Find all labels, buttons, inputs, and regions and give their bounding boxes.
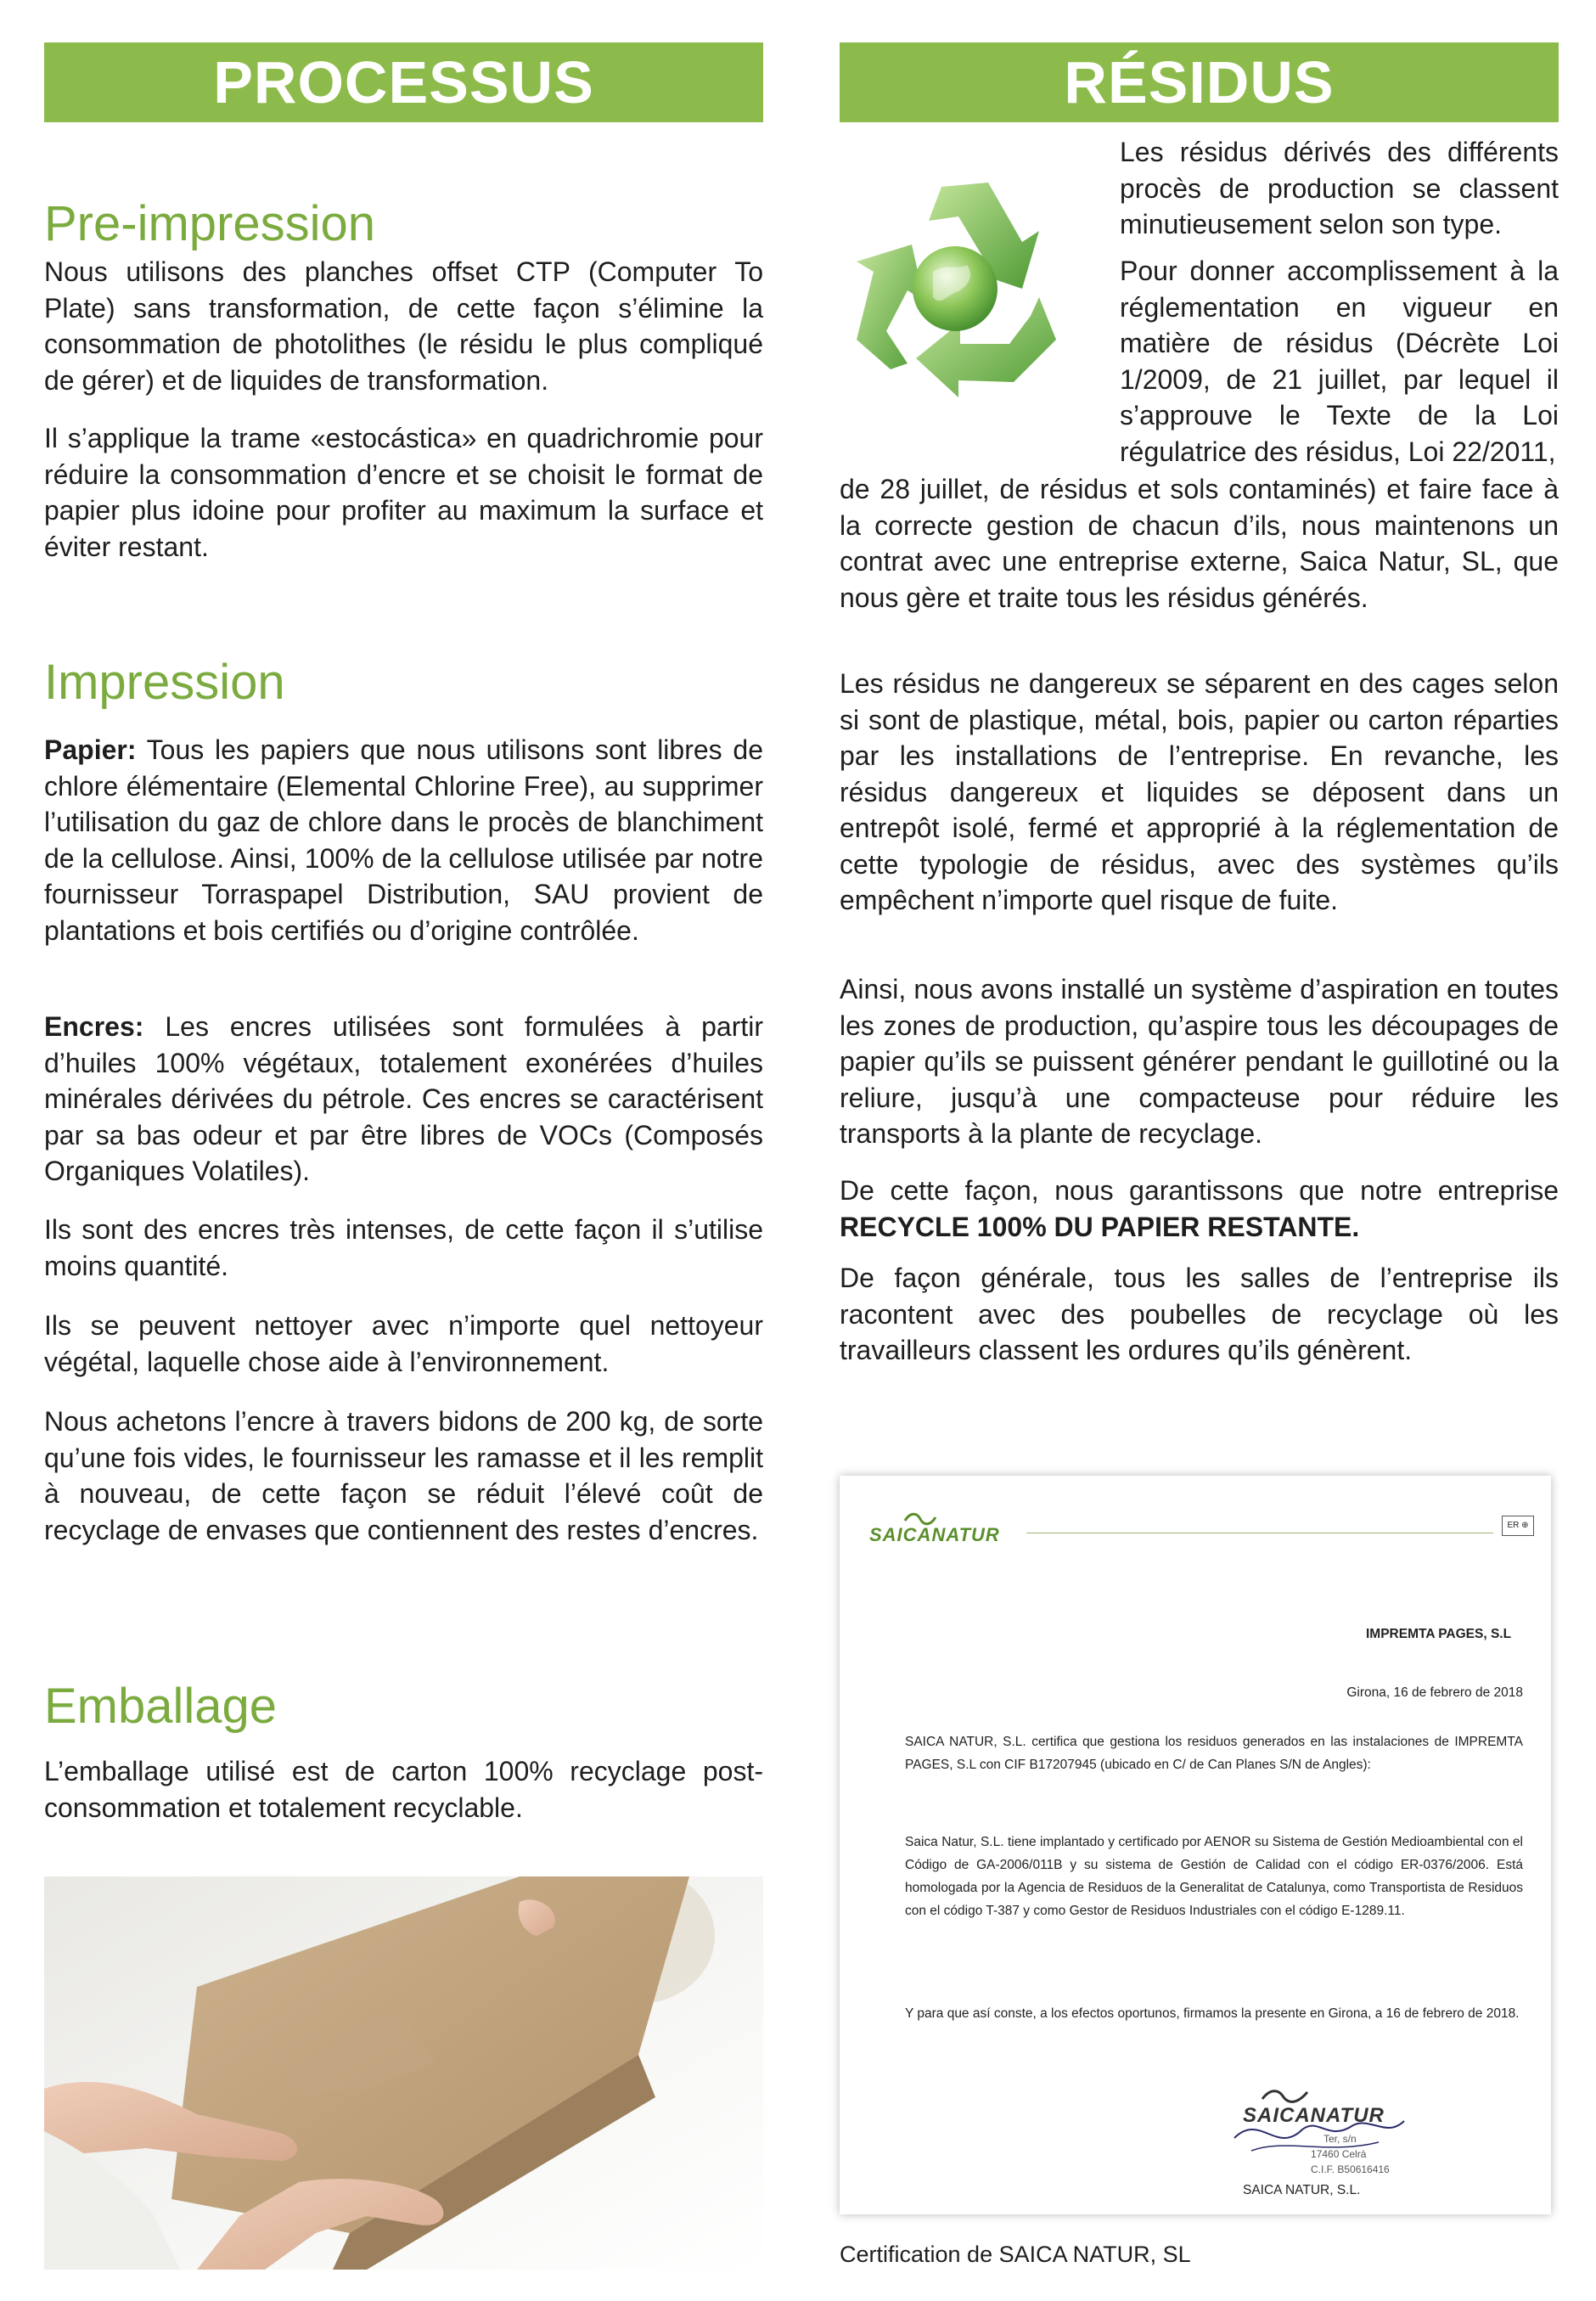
residus-paragraph-6: De façon générale, tous les salles de l’entreprise ils racontent avec des poubelles de recyclage où les travailleurs classent les ordures qu’ils génèrent. <box>840 1263 1559 1365</box>
emballage-paragraph: L’emballage utilisé est de carton 100% recyclage post-consommation et totalement recyclable. <box>44 1756 763 1823</box>
residus-paragraph-1: Les résidus dérivés des différents procès de production se classent minutieusement selon son type. <box>1120 137 1559 239</box>
impression-papier-paragraph <box>44 732 763 948</box>
cert-paragraph-1: SAICA NATUR, S.L. certifica que gestiona los residuos generados en las instalaciones de IMPREMTA PAGES, S.L con CIF B17207945 (ubicado en C/ de Can Planes S/N de Angles): <box>905 1735 1523 1772</box>
stamp-line-3: C.I.F. B50616416 <box>1311 2163 1390 2175</box>
cert-stamp <box>1243 2087 1413 2189</box>
impression-title: Impression <box>44 655 285 710</box>
stamp-swirl-icon <box>1260 2087 1311 2106</box>
saica-logo <box>869 1514 1022 1548</box>
saica-certificate <box>840 1476 1551 2214</box>
preimpression-paragraph-1: Nous utilisons des planches offset CTP (Computer To Plate) sans transformation, de cette façon s’élimine la consommation de photolithes (le résidu le plus compliqué de gérer) et de liquides de transformation. <box>44 256 763 396</box>
recycle-statement: RECYCLE 100% DU PAPIER RESTANTE. <box>840 1211 1360 1242</box>
signature-scribble <box>1226 2104 1413 2172</box>
impression-encres-paragraph <box>44 1009 763 1190</box>
residus-paragraph-4: Ainsi, nous avons installé un système d’aspiration en toutes les zones de production, qu’aspire tous les découpages de papier qu’ils se puissent générer pendant le guillotiné ou la reliure, jusqu’à une compacteuse pour réduire les transports à la plante de recyclage. <box>840 974 1559 1149</box>
preimpression-title: Pre-impression <box>44 196 375 251</box>
impression-paragraph-3: Ils sont des encres très intenses, de cette façon il s’utilise moins quantité. <box>44 1214 763 1281</box>
papier-label: Papier: <box>44 734 137 765</box>
residus-banner: RÉSIDUS <box>840 42 1559 122</box>
cert-paragraph-3: Y para que así conste, a los efectos oportunos, firmamos la presente en Girona, a 16 de febrero de 2018. <box>905 2006 1520 2021</box>
stamp-logo-text: SAICANATUR <box>1243 2104 1385 2127</box>
residus-paragraph-2b: de 28 juillet, de résidus et sols contaminés) et faire face à la correcte gestion de chacun d’ils, nous maintenons un contrat avec une entreprise externe, Saica Natur, SL, que nous gère et traite tous les résidus générés. <box>840 474 1559 613</box>
papier-text: Tous les papiers que nous utilisons sont libres de chlore élémentaire (Elemental Chlorine Free), au supprimer l’utilisation du gaz de chlore dans le procès de blanchiment de la cellulose. Ainsi, 100% de la cellulose utilisée par notre fournisseur Torraspapel Distribution, SAU provient de plantations et bois certifiés ou d’origine contrôlée. <box>44 734 763 946</box>
encres-text: Les encres utilisées sont formulées à partir d’huiles 100% végétaux, totalement exonérées d’huiles minérales dérivées du pétrole. Ces encres se caractérisent par sa bas odeur et par être libres de VOCs (Composés Organiques Volatiles). <box>44 1011 763 1186</box>
residus-paragraph-5-text: De cette façon, nous garantissons que notre entreprise <box>840 1175 1559 1206</box>
certification-marks-icon: ER ⊕ <box>1502 1516 1534 1536</box>
recycle-globe-icon <box>840 170 1069 399</box>
saica-logo-text: SAICANATUR <box>869 1524 1000 1545</box>
packaging-photo <box>44 1876 763 2270</box>
cert-addressee: IMPREMTA PAGES, S.L <box>1366 1627 1512 1641</box>
residus-paragraph-3: Les résidus ne dangereux se séparent en des cages selon si sont de plastique, métal, bois, papier ou carton réparties par les installations de l’entreprise. En revanche, les résidus dangereux et liquides se déposent dans un entrepôt isolé, fermé et approprié à la réglementation de cette typologie de résidus, avec des systèmes qu’ils empêchent n’importe quel risque de fuite. <box>840 668 1559 915</box>
encres-label: Encres: <box>44 1011 144 1042</box>
cert-date: Girona, 16 de febrero de 2018 <box>1346 1685 1523 1700</box>
residus-paragraph-5 <box>840 1173 1559 1245</box>
emballage-title: Emballage <box>44 1679 278 1734</box>
impression-paragraph-5: Nous achetons l’encre à travers bidons de 200 kg, de sorte qu’une fois vides, le fournisseur les ramasse et il les remplit à nouveau, de cette façon se réduit l’élevé coût de recyclage de envases que contiennent des restes d’encres. <box>44 1406 763 1545</box>
processus-banner: PROCESSUS <box>44 42 763 122</box>
certificate-caption: Certification de SAICA NATUR, SL <box>840 2242 1191 2267</box>
cert-signature-name: SAICA NATUR, S.L. <box>1243 2183 1361 2197</box>
stamp-line-2: 17460 Celrà <box>1311 2148 1367 2160</box>
impression-paragraph-4: Ils se peuvent nettoyer avec n’importe quel nettoyeur végétal, laquelle chose aide à l’environnement. <box>44 1310 763 1377</box>
residus-paragraph-2a: Pour donner accomplissement à la réglementation en vigueur en matière de résidus (Décrète Loi 1/2009, de 21 juillet, par lequel il s’approuve le Texte de la Loi régulatrice des résidus, Loi 22/2011, <box>1120 256 1559 467</box>
stamp-line-1: Ter, s/n <box>1323 2133 1357 2145</box>
preimpression-paragraph-2: Il s’applique la trame «estocástica» en quadrichromie pour réduire la consommation d’encre et se choisit le format de papier plus idoine pour profiter au maximum la surface et éviter restant. <box>44 423 763 562</box>
cert-paragraph-2: Saica Natur, S.L. tiene implantado y certificado por AENOR su Sistema de Gestión Medioambiental con el Código de GA-2006/011B y su sistema de Gestión de Calidad con el código ER-0376/2006. Está homologada por la Agencia de Residuos de la Generalitat de Catalunya, como Transportista de Residuos con el código T-387 y como Gestor de Residuos Industriales con el código E-1289.11. <box>905 1835 1523 1918</box>
